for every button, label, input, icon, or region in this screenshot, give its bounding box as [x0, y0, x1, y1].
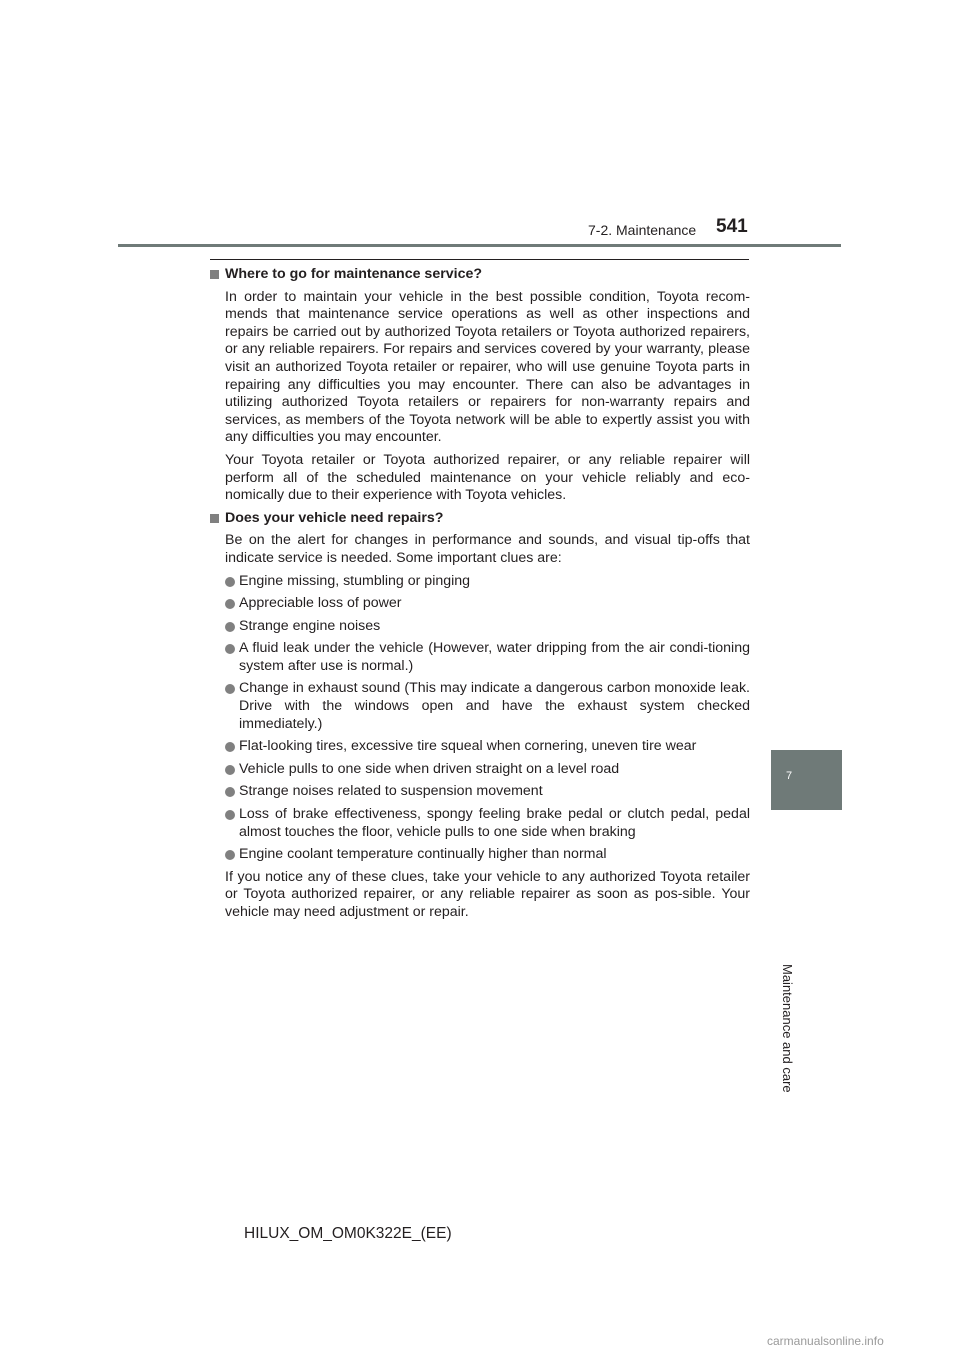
document-code: HILUX_OM_OM0K322E_(EE) [244, 1225, 452, 1242]
paragraph: Your Toyota retailer or Toyota authorized repairer, or any reliable repairer will perform all of the scheduled maintenance on your vehicle reliably and eco-nomically due to their experience with Toyota vehicles. [225, 451, 750, 504]
page-content [210, 266, 750, 927]
clue-list [225, 573, 750, 864]
round-bullet-icon [225, 787, 235, 797]
list-item: Strange engine noises [225, 618, 750, 636]
round-bullet-icon [225, 684, 235, 694]
paragraph: Be on the alert for changes in performance and sounds, and visual tip-offs that indicate service is needed. Some important clues are: [225, 532, 750, 566]
round-bullet-icon [225, 599, 235, 609]
section-heading [210, 266, 750, 284]
section-label: 7-2. Maintenance [588, 222, 697, 238]
square-bullet-icon [210, 514, 219, 523]
round-bullet-icon [225, 644, 235, 654]
chapter-tab [771, 750, 842, 810]
content-rule [210, 259, 749, 260]
round-bullet-icon [225, 850, 235, 860]
list-item: Flat-looking tires, excessive tire squeal when cornering, uneven tire wear [225, 738, 750, 756]
chapter-number: 7 [786, 770, 793, 782]
section-heading [210, 510, 750, 528]
watermark: carmanualsonline.info [767, 1334, 884, 1348]
list-item: Change in exhaust sound (This may indicate a dangerous carbon monoxide leak. Drive with the windows open and have the exhaust system checked immediately.) [225, 680, 750, 733]
section-heading-text: Does your vehicle need repairs? [225, 509, 444, 526]
section-heading-text: Where to go for maintenance service? [225, 266, 483, 282]
paragraph: If you notice any of these clues, take your vehicle to any authorized Toyota retailer or Toyota authorized repairer, or any reliable repairer as soon as pos-sible. Your vehicle may need adjustment or repair. [225, 868, 750, 920]
list-item: Engine missing, stumbling or pinging [225, 573, 750, 591]
round-bullet-icon [225, 765, 235, 775]
chapter-title: Maintenance and care [780, 964, 795, 1093]
page-number: 541 [716, 216, 748, 237]
header-rule [118, 244, 841, 247]
list-item: Strange noises related to suspension movement [225, 783, 750, 801]
round-bullet-icon [225, 622, 235, 632]
list-item: Appreciable loss of power [225, 595, 750, 613]
list-item: Loss of brake effectiveness, spongy feeling brake pedal or clutch pedal, pedal almost touches the floor, vehicle pulls to one side when braking [225, 806, 750, 841]
list-item: Engine coolant temperature continually higher than normal [225, 846, 750, 864]
round-bullet-icon [225, 577, 235, 587]
round-bullet-icon [225, 810, 235, 820]
list-item: Vehicle pulls to one side when driven straight on a level road [225, 761, 750, 779]
round-bullet-icon [225, 742, 235, 752]
square-bullet-icon [210, 270, 219, 279]
list-item: A fluid leak under the vehicle (However, water dripping from the air condi-tioning system after use is normal.) [225, 640, 750, 675]
paragraph: In order to maintain your vehicle in the best possible condition, Toyota recom-mends that maintenance service operations as well as other inspections and repairs be carried out by authorized Toyota retailers or Toyota authorized repairers, or any reliable repairers. For repairs and services covered by your warranty, please visit an authorized Toyota retailer or repairer, who will use genuine Toyota parts in repairing any difficulties you may encounter. There can also be advantages in utilizing authorized Toyota retailers or repairers for non-warranty repairs and services, as members of the Toyota network will be able to expertly assist you with any difficulties you may encounter. [225, 288, 750, 446]
